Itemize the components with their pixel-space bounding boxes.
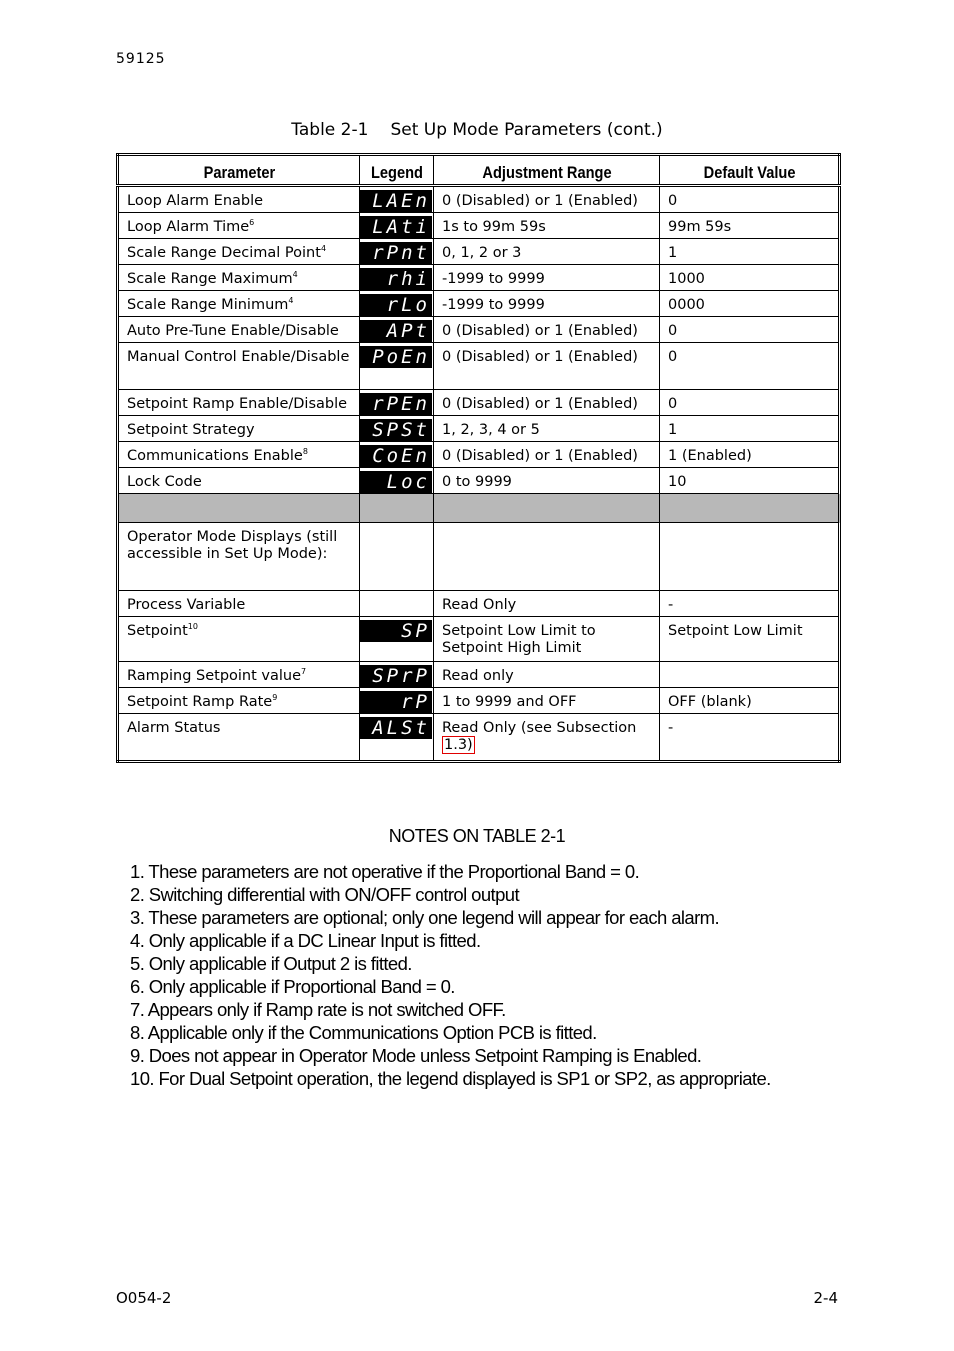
parameter-name: Lock Code <box>127 474 202 490</box>
parameter-cell <box>118 343 360 390</box>
adjustment-range-cell: 1, 2, 3, 4 or 5 <box>434 416 660 442</box>
note-item: 8. Applicable only if the Communications Option PCB is fitted. <box>130 1022 597 1043</box>
legend-cell <box>360 239 434 265</box>
adjustment-range-cell: 0 (Disabled) or 1 (Enabled) <box>434 390 660 416</box>
parameter-name: Setpoint Ramp Enable/Disable <box>127 396 348 412</box>
note-item: 5. Only applicable if Output 2 is fitted. <box>130 953 412 974</box>
table-row <box>118 317 840 343</box>
parameter-cell <box>118 265 360 291</box>
adjustment-range-cell: Read Only <box>434 591 660 617</box>
footnote-ref: 10 <box>187 622 198 631</box>
default-value-cell: 1 <box>660 239 840 265</box>
legend-display: Loc <box>360 471 432 493</box>
legend-cell <box>360 468 434 494</box>
parameter-cell <box>118 591 360 617</box>
notes-list <box>130 860 771 1090</box>
legend-cell <box>360 662 434 688</box>
legend-cell <box>360 213 434 239</box>
legend-cell <box>360 442 434 468</box>
adjustment-range-cell: 0 (Disabled) or 1 (Enabled) <box>434 343 660 390</box>
parameter-name: Setpoint <box>127 623 188 639</box>
default-value-cell: 0 <box>660 317 840 343</box>
parameter-cell <box>118 662 360 688</box>
legend-cell <box>360 343 434 390</box>
default-value-cell: OFF (blank) <box>660 688 840 714</box>
legend-display: CoEn <box>360 445 432 467</box>
parameter-cell <box>118 688 360 714</box>
legend-cell <box>360 317 434 343</box>
parameter-cell <box>118 213 360 239</box>
default-value-cell: 0000 <box>660 291 840 317</box>
adjustment-range-cell: 0, 1, 2 or 3 <box>434 239 660 265</box>
document-number: 59125 <box>116 51 166 67</box>
legend-cell <box>360 186 434 213</box>
footer-doc-code: O054-2 <box>116 1289 172 1307</box>
table-row <box>118 390 840 416</box>
adjustment-range-cell: Setpoint Low Limit to Setpoint High Limit <box>434 617 660 662</box>
default-value-cell: 10 <box>660 468 840 494</box>
parameter-name: Scale Range Minimum <box>127 297 289 313</box>
legend-display: LAEn <box>360 190 432 212</box>
parameter-cell <box>118 291 360 317</box>
table-row <box>118 265 840 291</box>
default-value-cell: - <box>660 714 840 762</box>
parameter-name: Communications Enable <box>127 448 303 464</box>
parameter-name: Scale Range Maximum <box>127 271 293 287</box>
parameter-name: Process Variable <box>127 597 246 613</box>
table-row <box>118 617 840 662</box>
adjustment-range-cell: 1s to 99m 59s <box>434 213 660 239</box>
default-value-cell: 99m 59s <box>660 213 840 239</box>
default-value-cell: 0 <box>660 343 840 390</box>
parameter-name: Ramping Setpoint value <box>127 668 302 684</box>
adjustment-range-cell: 0 (Disabled) or 1 (Enabled) <box>434 186 660 213</box>
default-value-cell: 1000 <box>660 265 840 291</box>
default-value-cell: 1 <box>660 416 840 442</box>
legend-display: ALSt <box>360 717 432 739</box>
legend-display: SP <box>360 620 432 642</box>
parameter-cell <box>118 468 360 494</box>
note-item: 9. Does not appear in Operator Mode unless Setpoint Ramping is Enabled. <box>130 1045 702 1066</box>
legend-display: LAti <box>360 216 432 238</box>
parameter-name: Manual Control Enable/Disable <box>127 349 350 365</box>
legend-cell <box>360 688 434 714</box>
table-caption-title: Set Up Mode Parameters (cont.) <box>390 120 663 140</box>
footnote-ref: 8 <box>302 447 308 456</box>
table-row <box>118 239 840 265</box>
adjustment-range-cell: 0 (Disabled) or 1 (Enabled) <box>434 317 660 343</box>
adjustment-range-cell: 0 (Disabled) or 1 (Enabled) <box>434 442 660 468</box>
default-value-cell: 1 (Enabled) <box>660 442 840 468</box>
column-header-adjustment-range: Adjustment Range <box>449 155 643 186</box>
table-row <box>118 442 840 468</box>
default-value-cell: 0 <box>660 186 840 213</box>
footnote-ref: 6 <box>249 218 255 227</box>
adjustment-range-cell: 0 to 9999 <box>434 468 660 494</box>
separator-row <box>118 494 840 523</box>
footnote-ref: 7 <box>301 667 307 676</box>
parameter-cell <box>118 714 360 762</box>
legend-display: rPnt <box>360 242 432 264</box>
notes-title: NOTES ON TABLE 2-1 <box>388 826 566 846</box>
range-text: Read Only (see Subsection <box>442 720 637 736</box>
legend-cell <box>360 390 434 416</box>
table-row <box>118 468 840 494</box>
note-item: 6. Only applicable if Proportional Band = 0. <box>130 976 455 997</box>
parameter-cell <box>118 442 360 468</box>
table-row <box>118 591 840 617</box>
table-row <box>118 714 840 762</box>
note-item: 4. Only applicable if a DC Linear Input is fitted. <box>130 930 481 951</box>
parameter-cell <box>118 416 360 442</box>
table-caption <box>116 120 838 140</box>
adjustment-range-cell: -1999 to 9999 <box>434 291 660 317</box>
table-header-row <box>118 155 840 186</box>
legend-cell <box>360 416 434 442</box>
legend-cell <box>360 291 434 317</box>
parameter-cell <box>118 317 360 343</box>
table-row <box>118 186 840 213</box>
parameter-name: Setpoint Strategy <box>127 422 255 438</box>
footnote-ref: 4 <box>292 270 298 279</box>
note-item: 1. These parameters are not operative if the Proportional Band = 0. <box>130 861 640 882</box>
table-row <box>118 688 840 714</box>
table-row <box>118 416 840 442</box>
legend-display: PoEn <box>360 346 432 368</box>
legend-cell <box>360 265 434 291</box>
column-header-legend: Legend <box>365 155 429 186</box>
adjustment-range-cell: 1 to 9999 and OFF <box>434 688 660 714</box>
legend-display: rPEn <box>360 393 432 415</box>
legend-cell <box>360 617 434 662</box>
legend-display: rLo <box>360 294 432 316</box>
table-row <box>118 343 840 390</box>
footnote-ref: 4 <box>288 296 294 305</box>
legend-display: rhi <box>360 268 432 290</box>
table-row <box>118 662 840 688</box>
legend-cell <box>360 714 434 762</box>
parameter-name: Auto Pre-Tune Enable/Disable <box>127 323 339 339</box>
note-item: 2. Switching differential with ON/OFF control output <box>130 884 520 905</box>
operator-group-label: Operator Mode Displays (still accessible in Set Up Mode): <box>118 523 360 591</box>
table-caption-label: Table 2-1 <box>291 120 369 140</box>
legend-display: SPSt <box>360 419 432 441</box>
default-value-cell: 0 <box>660 390 840 416</box>
legend-cell <box>360 591 434 617</box>
footnote-ref: 4 <box>320 244 327 253</box>
footnote-ref: 9 <box>272 693 278 702</box>
default-value-cell: Setpoint Low Limit <box>660 617 840 662</box>
column-header-default-value: Default Value <box>672 155 827 186</box>
parameter-name: Scale Range Decimal Point <box>127 245 321 261</box>
adjustment-range-cell: -1999 to 9999 <box>434 265 660 291</box>
adjustment-range-cell <box>434 714 660 762</box>
parameter-cell <box>118 186 360 213</box>
column-header-parameter: Parameter <box>134 155 342 186</box>
subsection-link[interactable]: 1.3) <box>444 737 473 753</box>
default-value-cell <box>660 662 840 688</box>
note-item: 3. These parameters are optional; only one legend will appear for each alarm. <box>130 907 719 928</box>
parameter-name: Alarm Status <box>127 720 221 736</box>
adjustment-range-cell: Read only <box>434 662 660 688</box>
default-value-cell: - <box>660 591 840 617</box>
note-item: 7. Appears only if Ramp rate is not switched OFF. <box>130 999 506 1020</box>
parameter-name: Loop Alarm Enable <box>127 193 264 209</box>
table-row <box>118 213 840 239</box>
parameter-cell <box>118 390 360 416</box>
operator-group-row <box>118 523 840 591</box>
legend-display: APt <box>360 320 432 342</box>
legend-display: rP <box>360 691 432 713</box>
note-item: 10. For Dual Setpoint operation, the legend displayed is SP1 or SP2, as appropriate. <box>130 1068 771 1089</box>
table-row <box>118 291 840 317</box>
footer-page-number: 2-4 <box>813 1289 838 1307</box>
setup-parameters-table <box>116 153 841 763</box>
parameter-name: Setpoint Ramp Rate <box>127 694 273 710</box>
parameter-cell <box>118 617 360 662</box>
parameter-name: Loop Alarm Time <box>127 219 250 235</box>
setup-rows <box>118 186 840 762</box>
parameter-cell <box>118 239 360 265</box>
legend-display: SPrP <box>360 665 432 687</box>
